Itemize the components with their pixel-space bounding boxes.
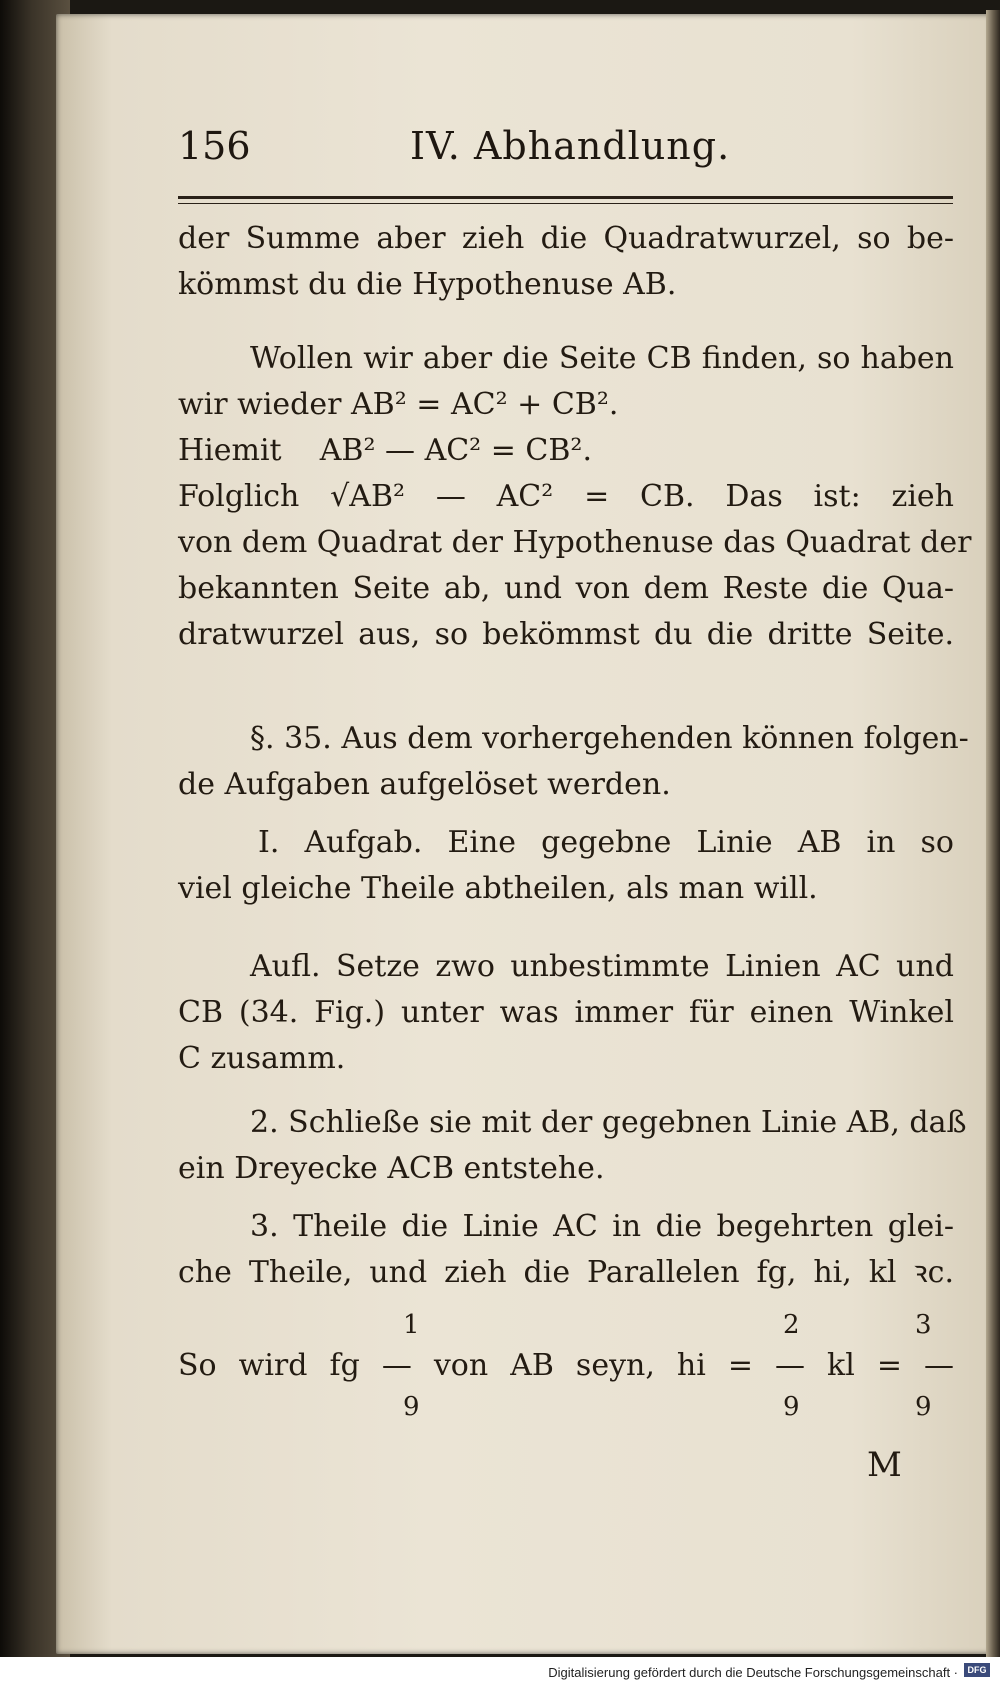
dfg-logo-icon: DFG <box>964 1663 990 1677</box>
fraction-numerator: 3 <box>915 1310 932 1340</box>
text-line: Folglich √AB² — AC² = CB. Das ist: zieh <box>178 479 954 514</box>
text-line: 2. Schließe sie mit der gegebnen Linie AB, daß <box>250 1105 967 1140</box>
fraction-denominator: 9 <box>403 1392 420 1422</box>
text-line: che Theile, und zieh die Parallelen fg, hi, kl ꝛc. <box>178 1255 954 1290</box>
running-head: IV. Abhandlung. <box>410 124 731 168</box>
fraction-denominator: 9 <box>915 1392 932 1422</box>
text-line: von dem Quadrat der Hypothenuse das Quadrat der <box>178 525 972 560</box>
text-line: dratwurzel aus, so bekömmst du die dritte Seite. <box>178 617 954 652</box>
text-line: I. Aufgab. Eine gegebne Linie AB in so <box>258 825 954 860</box>
page-number: 156 <box>178 124 251 168</box>
text-line: bekannten Seite ab, und von dem Reste die Qua- <box>178 571 954 606</box>
text-line: C zusamm. <box>178 1041 346 1076</box>
text-line: Hiemit AB² — AC² = CB². <box>178 433 592 468</box>
text-line: 3. Theile die Linie AC in die begehrten glei- <box>250 1209 954 1244</box>
signature-mark: M <box>867 1445 902 1485</box>
text-line: wir wieder AB² = AC² + CB². <box>178 387 619 422</box>
page-header <box>178 124 954 176</box>
fraction-numerator: 1 <box>403 1310 420 1340</box>
paragraph-6 <box>178 1100 967 1192</box>
paragraph-5 <box>178 944 954 1082</box>
text-line: kömmst du die Hypothenuse AB. <box>178 267 677 302</box>
paragraph-7 <box>178 1204 954 1296</box>
digitization-footer <box>0 1657 1000 1687</box>
header-rule <box>178 196 953 204</box>
paragraph-2 <box>178 336 972 658</box>
text-line: der Summe aber zieh die Quadratwurzel, so be- <box>178 221 954 256</box>
text-line: So wird fg — von AB seyn, hi = — kl = — <box>178 1348 954 1383</box>
footer-credit: Digitalisierung gefördert durch die Deutsche Forschungsgemeinschaft · <box>548 1665 958 1680</box>
fraction-denominator: 9 <box>783 1392 800 1422</box>
fraction-numerator: 2 <box>783 1310 800 1340</box>
paragraph-3 <box>178 716 969 808</box>
text-line: de Aufgaben aufgelöset werden. <box>178 767 671 802</box>
text-line: viel gleiche Theile abtheilen, als man will. <box>178 871 818 906</box>
text-line: CB (34. Fig.) unter was immer für einen Winkel <box>178 995 954 1030</box>
text-line: Wollen wir aber die Seite CB finden, so haben <box>250 341 954 376</box>
paragraph-1 <box>178 216 954 308</box>
formula-line <box>178 1343 954 1389</box>
page-edge <box>986 10 1000 1660</box>
paragraph-4 <box>178 820 954 912</box>
text-line: Aufl. Setze zwo unbestimmte Linien AC und <box>250 949 954 984</box>
text-line: §. 35. Aus dem vorhergehenden können folgen- <box>250 721 969 756</box>
text-line: ein Dreyecke ACB entstehe. <box>178 1151 605 1186</box>
